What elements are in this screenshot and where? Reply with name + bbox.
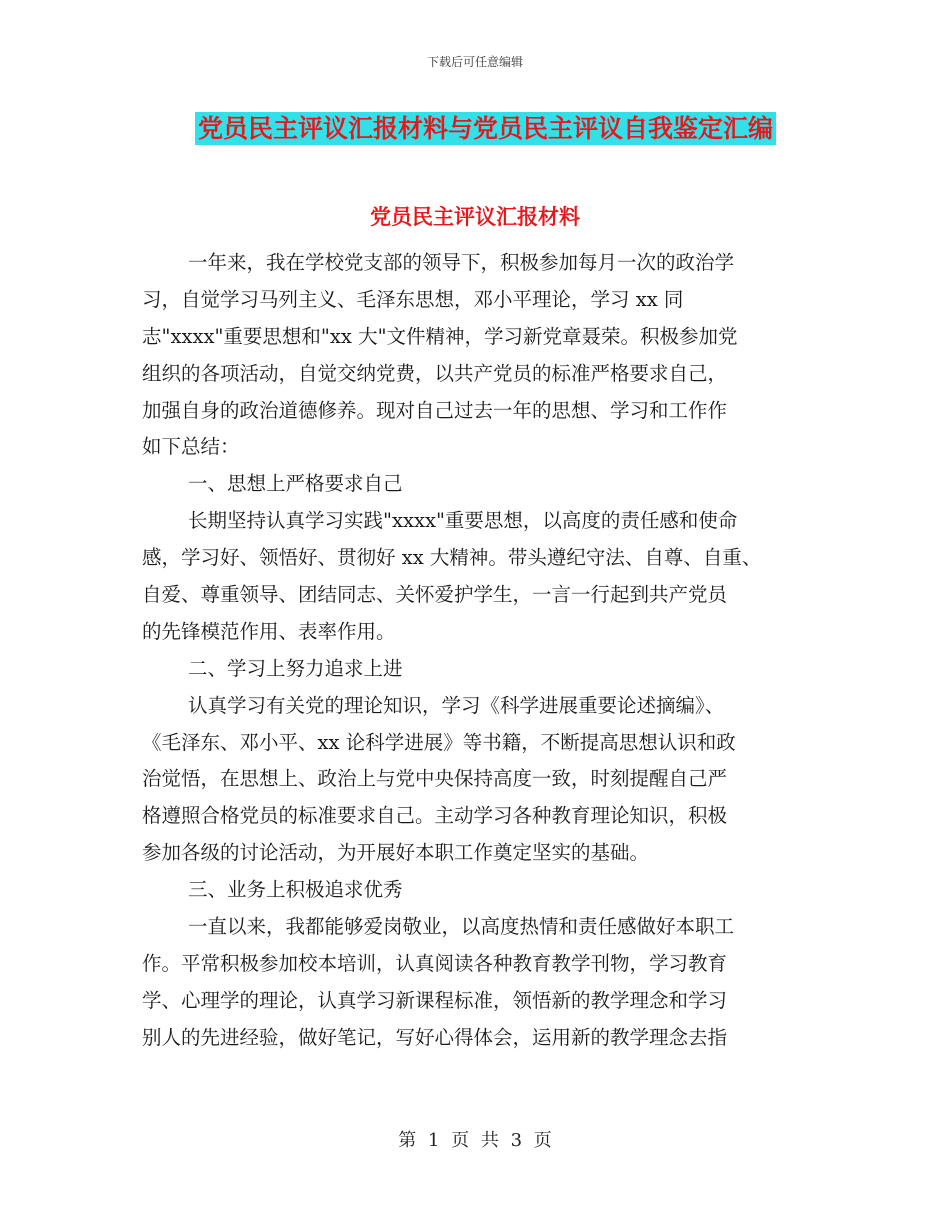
text-line: 一年来，我在学校党支部的领导下，积极参加每月一次的政治学 [188, 251, 735, 274]
text-line: 组织的各项活动，自觉交纳党费，以共产党员的标准严格要求自己， [142, 361, 728, 385]
text-line: 作。平常积极参加校本培训，认真阅读各种教育教学刊物，学习教育 [142, 951, 728, 975]
text-line: 如下总结： [142, 435, 240, 459]
text-line: 长期坚持认真学习实践"xxxx"重要思想，以高度的责任感和使命 [188, 509, 738, 533]
text-line: 认真学习有关党的理论知识，学习《科学进展重要论述摘编》、 [188, 693, 725, 717]
body-text [142, 245, 814, 1057]
text-line: 一、思想上严格要求自己 [188, 472, 403, 496]
text-line: 加强自身的政治道德修养。现对自己过去一年的思想、学习和工作作 [142, 398, 728, 422]
text-line: 学、心理学的理论，认真学习新课程标准，领悟新的教学理念和学习 [142, 988, 728, 1012]
text-line: 志"xxxx"重要思想和"xx 大"文件精神，学习新党章聂荣。积极参加党 [142, 324, 738, 348]
text-line: 二、学习上努力追求上进 [188, 656, 403, 680]
text-line: 治觉悟，在思想上、政治上与党中央保持高度一致，时刻提醒自己严 [142, 767, 728, 791]
document-title: 党员民主评议汇报材料与党员民主评议自我鉴定汇编 [195, 112, 776, 145]
text-line: 别人的先进经验，做好笔记，写好心得体会，运用新的教学理念去指 [142, 1025, 728, 1049]
header-note: 下载后可任意编辑 [426, 55, 523, 69]
text-line: 感，学习好、领悟好、贯彻好 xx 大精神。带头遵纪守法、自尊、自重、 [142, 546, 762, 570]
text-line: 自爱、尊重领导、团结同志、关怀爱护学生，一言一行起到共产党员 [142, 583, 728, 607]
text-line: 三、业务上积极追求优秀 [188, 878, 403, 902]
section-title: 党员民主评议汇报材料 [370, 205, 580, 229]
text-line: 一直以来，我都能够爱岗敬业，以高度热情和责任感做好本职工 [188, 915, 735, 939]
text-line: 参加各级的讨论活动，为开展好本职工作奠定坚实的基础。 [142, 841, 650, 865]
page-footer: 第 1 页 共 3 页 [398, 1130, 552, 1151]
text-line: 的先锋模范作用、表率作用。 [142, 619, 396, 643]
text-line: 习，自觉学习马列主义、毛泽东思想，邓小平理论，学习 xx 同 [142, 287, 684, 311]
text-line: 格遵照合格党员的标准要求自己。主动学习各种教育理论知识，积极 [142, 804, 728, 828]
text-line: 《毛泽东、邓小平、xx 论科学进展》等书籍，不断提高思想认识和政 [142, 730, 736, 754]
